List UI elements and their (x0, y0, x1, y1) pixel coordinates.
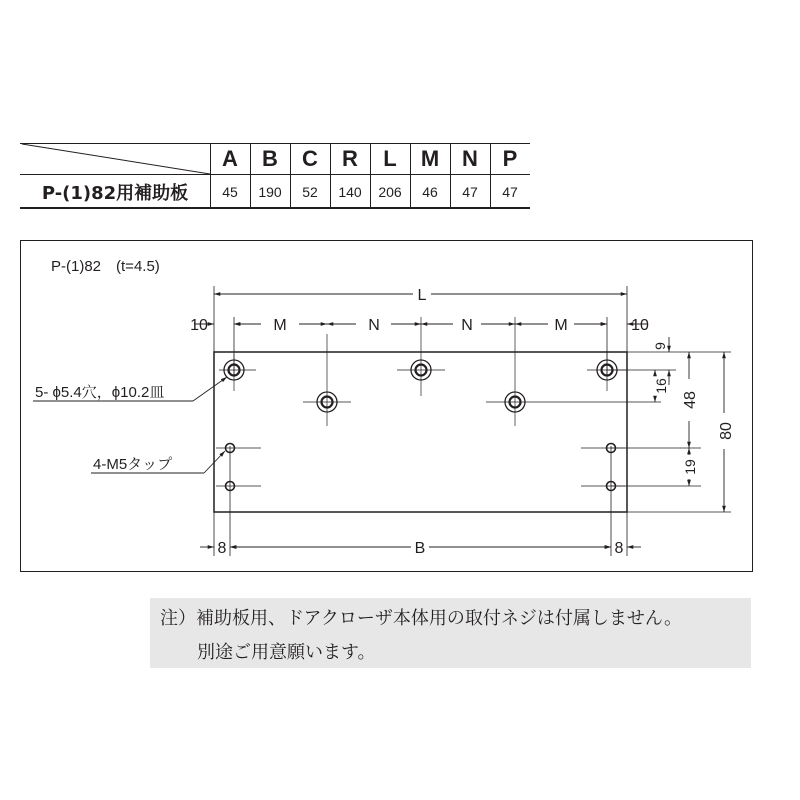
dim-label-8: 8 (217, 540, 227, 557)
tapped-holes (226, 444, 616, 491)
value-r: 140 (338, 183, 362, 200)
dim-label-19: 19 (682, 459, 698, 475)
drawing-canvas (21, 241, 752, 571)
column-header-c: C (302, 145, 318, 171)
dim-label-n: N (368, 317, 380, 334)
countersunk-holes (224, 360, 617, 412)
dim-label-m: M (273, 317, 287, 334)
column-header-b: B (262, 145, 278, 171)
column-header-r: R (342, 145, 358, 171)
table-row (20, 176, 530, 207)
value-b: 190 (258, 183, 282, 200)
dim-label-l: L (417, 287, 427, 304)
center-lines (216, 317, 627, 486)
note-box (150, 598, 751, 668)
dim-label-8: 8 (614, 540, 624, 557)
callout-holes: 5- ϕ5.4穴，ϕ10.2皿 (35, 384, 165, 401)
dim-label-b: B (414, 540, 426, 557)
value-m: 46 (422, 183, 438, 200)
model-label: P-(1)82用補助板 (41, 182, 189, 204)
dim-label-10: 10 (631, 317, 649, 334)
table-header-row (20, 143, 530, 174)
technical-drawing (20, 240, 753, 572)
spec-table (20, 143, 530, 207)
value-a: 45 (222, 183, 238, 200)
column-header-l: L (383, 145, 397, 171)
dim-label-10: 10 (190, 317, 208, 334)
dim-label-9: 9 (652, 342, 668, 350)
dim-label-m: M (554, 317, 568, 334)
dim-label-80: 80 (718, 422, 735, 440)
dimension-labels (190, 287, 735, 557)
table-bottom-border (20, 207, 530, 209)
column-header-n: N (462, 145, 478, 171)
dim-label-n: N (461, 317, 473, 334)
value-l: 206 (378, 183, 402, 200)
dim-label-48: 48 (682, 391, 699, 409)
column-header-p: P (502, 145, 518, 171)
value-p: 47 (502, 183, 518, 200)
value-n: 47 (462, 183, 478, 200)
note-line-2: 別途ご用意願います。 (197, 642, 376, 663)
callout-taps: 4-M5タップ (93, 456, 173, 473)
note-line-1: 注）補助板用、ドアクローザ本体用の取付ネジは付属しません。 (160, 608, 682, 629)
dim-label-16: 16 (653, 378, 669, 394)
column-header-a: A (222, 145, 238, 171)
value-c: 52 (302, 183, 318, 200)
column-header-m: M (420, 145, 440, 171)
drawing-title: P-(1)82 (t=4.5) (51, 258, 160, 275)
